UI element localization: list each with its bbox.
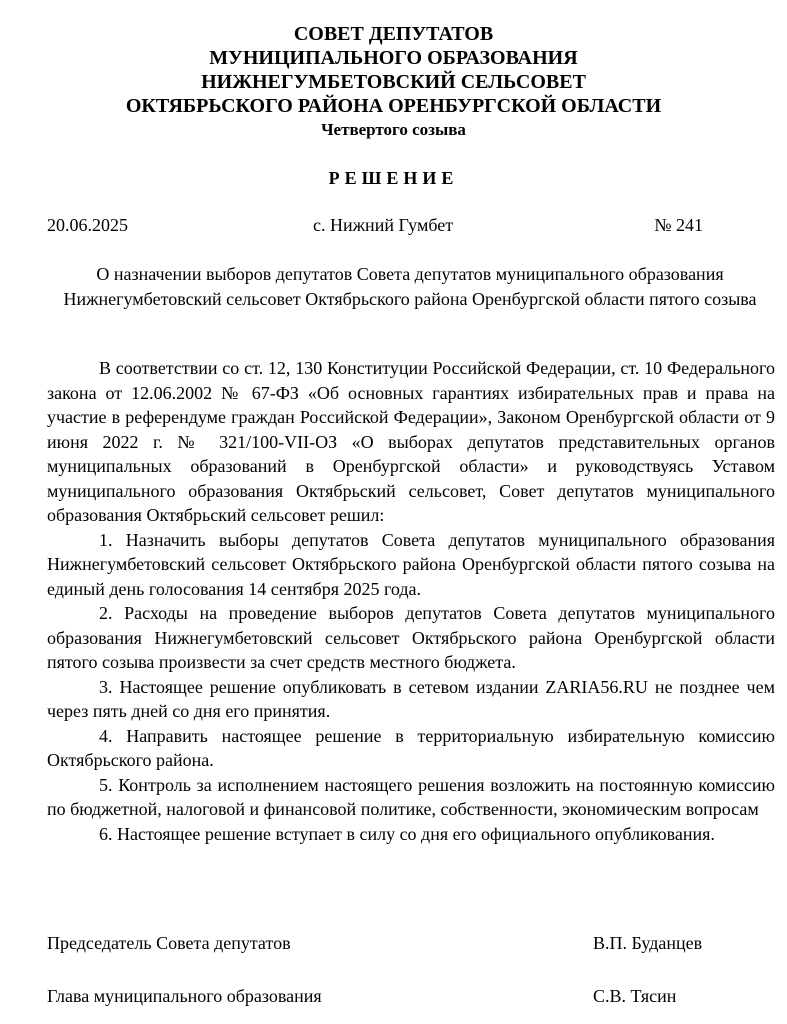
- decision-item-1: 1. Назначить выборы депутатов Совета депутатов муниципального образования Нижнегумбетовский сельсовет Октябрьского района Оренбургской области пятого созыва на единый день голосования 14 сентября 2025 года.: [47, 529, 775, 599]
- signature-block: [47, 933, 727, 1010]
- header-line-selsovet: НИЖНЕГУМБЕТОВСКИЙ СЕЛЬСОВЕТ: [201, 71, 586, 93]
- signatory-title: Председатель Совета депутатов: [47, 933, 291, 953]
- document-type-title: РЕШЕНИЕ: [328, 168, 459, 188]
- signatory-name: В.П. Буданцев: [593, 933, 703, 953]
- decision-number: № 241: [654, 215, 703, 235]
- signature-row-chairman: [47, 933, 727, 957]
- preamble-paragraph: В соответствии со ст. 12, 130 Конституции Российской Федерации, ст. 10 Федерального закона от 12.06.2002 № 67-ФЗ «Об основных гарантиях избирательных прав и права на участие в референдуме граждан Российской Федерации», Законом Оренбургской области от 9 июня 2022 г. № 321/100-VII-ОЗ «О выборах депутатов представительных органов муниципальных образований в Оренбургской области» и руководствуясь Уставом муниципального образования Октябрьский сельсовет, Совет депутатов муниципального образования Октябрьский сельсовет решил:: [47, 358, 775, 525]
- signatory-title: Глава муниципального образования: [47, 986, 322, 1006]
- decision-body: [47, 356, 775, 846]
- issuer-header: [0, 22, 787, 141]
- decision-item-3: 3. Настоящее решение опубликовать в сетевом издании ZARIA56.RU не позднее чем через пять дней со дня его принятия.: [47, 676, 775, 721]
- decision-place: с. Нижний Гумбет: [313, 215, 454, 235]
- convocation-label: Четвертого созыва: [321, 120, 466, 139]
- header-line-council: СОВЕТ ДЕПУТАТОВ: [293, 23, 494, 45]
- decision-item-5: 5. Контроль за исполнением настоящего решения возложить на постоянную комиссию по бюджетной, налоговой и финансовой политике, собственности, экономическим вопросам: [47, 774, 775, 819]
- decision-meta-row: [47, 215, 707, 237]
- signature-row-head: [47, 986, 727, 1010]
- decision-subject: О назначении выборов депутатов Совета депутатов муниципального образования Нижнегумбетовский сельсовет Октябрьского района Оренбургской области пятого созыва: [63, 264, 757, 309]
- header-line-municipality: МУНИЦИПАЛЬНОГО ОБРАЗОВАНИЯ: [209, 47, 578, 69]
- decision-item-6: 6. Настоящее решение вступает в силу со дня его официального опубликования.: [99, 823, 715, 844]
- decision-item-4: 4. Направить настоящее решение в территориальную избирательную комиссию Октябрьского района.: [47, 725, 775, 770]
- signatory-name: С.В. Тясин: [593, 986, 677, 1006]
- header-line-district: ОКТЯБРЬСКОГО РАЙОНА ОРЕНБУРГСКОЙ ОБЛАСТИ: [125, 95, 662, 117]
- decision-item-2: 2. Расходы на проведение выборов депутатов Совета депутатов муниципального образования Нижнегумбетовский сельсовет Октябрьского района Оренбургской области пятого созыва произвести за счет средств местного бюджета.: [47, 603, 775, 672]
- decision-date: 20.06.2025: [47, 215, 128, 235]
